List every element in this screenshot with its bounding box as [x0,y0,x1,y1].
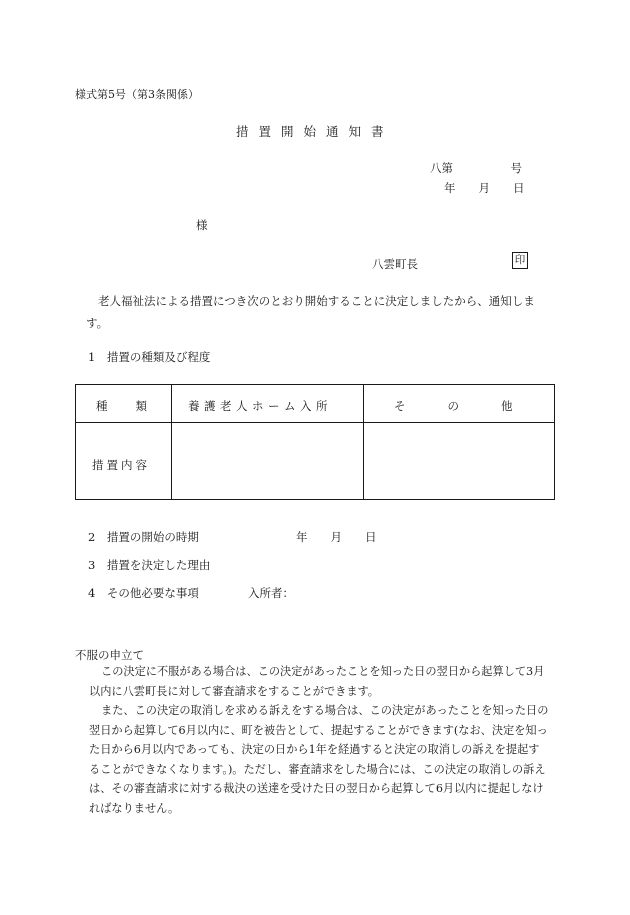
table-divider [363,385,364,499]
section-1-heading: 1 措置の種類及び程度 [88,350,211,364]
document-title: 措置開始通知書 [236,124,394,139]
sender-name: 八雲町長 [372,257,418,271]
addressee-suffix: 様 [196,218,208,232]
table-header-type: 種類 [96,399,175,413]
seal-mark: 印 [512,252,528,269]
section-4-heading: 4 その他必要な事項 [88,586,199,600]
resident-label: 入所者： [248,586,294,600]
section-3-heading: 3 措置を決定した理由 [88,558,211,572]
form-number-label: 様式第5号（第3条関係） [75,88,199,101]
appeal-paragraph-1: この決定に不服がある場合は、この決定があったことを知った日の翌日から起算して3月以内に八雲町長に対して審査請求をすることができます。 [89,665,545,698]
table-row-label-content: 措置内容 [92,458,150,472]
section-2-heading: 2 措置の開始の時期 [88,530,199,544]
table-header-nursing-home: 養護老人ホーム入所 [188,399,332,413]
table-divider [76,422,554,423]
issue-date: 年 月 日 [444,181,525,195]
document-number: 八第 号 [430,161,522,175]
section-2-date: 年 月 日 [296,530,377,544]
notice-body: 老人福祉法による措置につき次のとおり開始することに決定しましたから、通知します。 [86,294,535,330]
appeal-heading: 不服の申立て [75,648,144,662]
appeal-paragraph-2: また、この決定の取消しを求める訴えをする場合は、この決定があったことを知った日の翌日から起算して6月以内に、町を被告として、提起することができます(なお、決定を知った日から6月以内であっても、決定の日から1年を経過すると決定の取消しの訴えを提起することができなくなります。)。ただし、審査請求をした場合には、この決定の取消しの訴えは、その審査請求に対する裁決の送達を受けた日の翌日から起算して6月以内に提起しなければなりません。 [89,704,549,815]
table-header-other: その他 [394,399,555,413]
measure-table [75,384,555,500]
